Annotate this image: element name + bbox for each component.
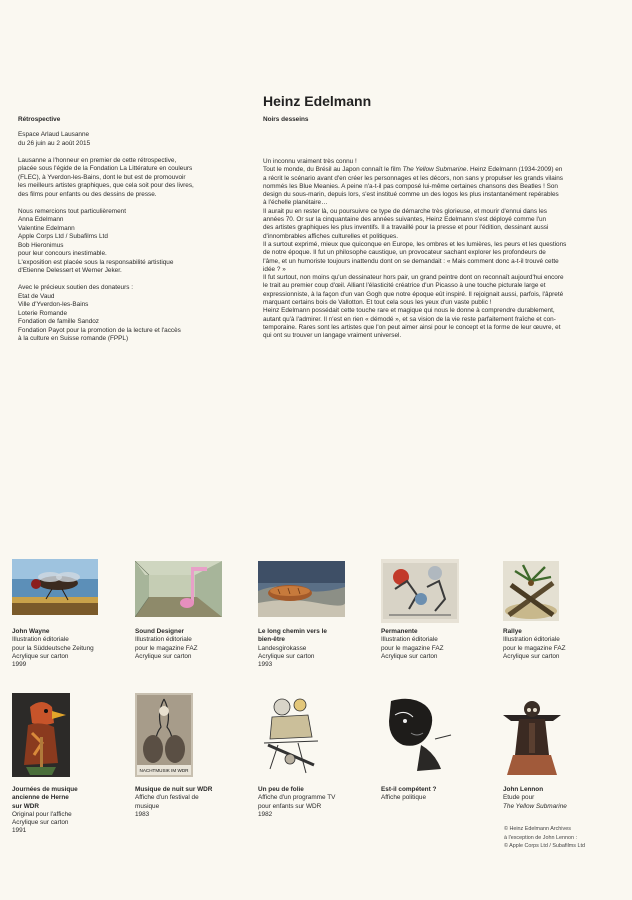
thanks-line: L'exposition est placée sous la responsabilité artistique	[18, 258, 174, 266]
main-text-line: années 70. Or sur la cinquantaine des années suivantes, Heinz Edelmann s'est déployé comme l'un	[263, 216, 547, 224]
artwork-title: Le long chemin vers le	[258, 628, 327, 635]
artwork-detail: Etude pour	[503, 794, 535, 802]
dates-line: du 26 juin au 2 août 2015	[18, 139, 91, 147]
artwork-detail: pour le magazine FAZ	[503, 644, 566, 652]
page-title: Heinz Edelmann	[263, 93, 372, 109]
credit-line: © Apple Corps Ltd / Subafilms Ltd	[504, 843, 585, 849]
main-text-line: Il fut surtout, non moins qu'un dessinateur hors pair, un grand peintre dont on reconnaît aujourd'hui encore	[263, 274, 564, 282]
thanks-line: Anna Edelmann	[18, 216, 64, 223]
main-text-line: qui ont su trouver un langage vraiment universel.	[263, 332, 402, 340]
poster-caption: NACHTMUSIK IM WDR	[139, 768, 189, 773]
artwork-title: sur WDR	[12, 802, 39, 810]
artwork-title: bien-être	[258, 636, 285, 644]
artwork-detail: Acrylique sur carton	[503, 652, 560, 660]
artwork-detail: Illustration éditoriale	[381, 636, 438, 644]
artwork-detail: Illustration éditoriale	[503, 636, 560, 644]
exhibition-subtitle: Noirs desseins	[263, 116, 309, 123]
thanks-line: Bob Hieronimus	[18, 241, 64, 249]
donors-line: Etat de Vaud	[18, 292, 55, 300]
palm-cross-illustration-icon	[503, 561, 559, 621]
credit-line: © Heinz Edelmann Archives	[504, 826, 571, 832]
donors-line: Fondation de famille Sandoz	[18, 318, 100, 325]
artwork-detail: Illustration éditoriale	[135, 636, 192, 644]
artwork-title: John Lennon	[503, 786, 544, 793]
artwork-title: Est-il compétent ?	[381, 786, 437, 793]
retrospective-heading: Rétrospective	[18, 116, 61, 123]
artwork-caption	[135, 628, 245, 661]
artwork-detail: 1991	[12, 827, 27, 835]
thanks-line: Apple Corps Ltd / Subafilms Ltd	[18, 233, 108, 240]
artwork-caption	[135, 786, 245, 819]
fly-illustration-icon	[12, 559, 98, 615]
film-title: The Yellow Submarine	[402, 166, 467, 174]
artwork-caption	[12, 628, 122, 669]
main-text-line: de notre époque. Il fut un philosophe caustique, un provocateur sachant explorer les profondeurs de	[263, 249, 546, 257]
thanks-paragraph	[18, 208, 240, 276]
intro-paragraph	[18, 157, 240, 200]
venue-block	[18, 131, 240, 148]
artwork-detail: Acrylique sur carton	[258, 652, 315, 660]
artwork-detail: Acrylique sur carton	[381, 652, 438, 660]
main-text-line: marquant certains bois de Vallotton. Et tout cela sous les yeux d'un vaste public !	[263, 299, 492, 307]
thanks-line: pour leur concours inestimable.	[18, 250, 107, 257]
artwork-caption	[258, 628, 368, 669]
caricature-head-illustration-icon	[381, 693, 453, 773]
artwork-detail: 1982	[258, 810, 273, 818]
main-text-line: Il aurait pu en rester là, ou poursuivre ce type de démarche très glorieuse, et mourir d'ennui dans les	[263, 207, 547, 215]
john-lennon-illustration-icon	[503, 693, 561, 777]
artwork-title: ancienne de Herne	[12, 794, 69, 802]
artwork-detail: pour le magazine FAZ	[381, 644, 444, 652]
artwork-caption	[503, 628, 613, 661]
intro-line: Lausanne a l'honneur en premier de cette rétrospective,	[18, 156, 177, 164]
artwork-detail: 1993	[258, 661, 273, 669]
artwork-title: Permanente	[381, 628, 418, 635]
intro-line: les meilleurs artistes graphiques, que cela soit pour des livres,	[18, 182, 194, 189]
artwork-title: John Wayne	[12, 628, 50, 635]
artwork-detail: Acrylique sur carton	[12, 819, 69, 827]
main-text	[263, 158, 628, 341]
donors-line: Fondation Payot pour la promotion de la lecture et l'accès	[18, 326, 181, 334]
main-text-line: a récrit le scénario avant d'en créer les personnages et les décors, non sans y propulser les grands vilains	[263, 174, 563, 182]
artwork-detail: 1999	[12, 661, 27, 669]
thanks-line: Valentine Edelmann	[18, 224, 75, 232]
main-text-line: des artistes graphiques les plus inventifs. Il a travaillé pour la presse et pour l'édition, dessinant aussi	[263, 224, 549, 232]
main-text-line: nommés les Blue Meanies. A peine n'a-t-il pas composé lui-même certaines chansons des Beatles ! Son	[263, 182, 558, 190]
artwork-detail: Affiche d'un programme TV	[258, 794, 336, 802]
artwork-title: Musique de nuit sur WDR	[135, 786, 213, 793]
folly-characters-illustration-icon	[258, 693, 324, 777]
artwork-detail: Landesgirokasse	[258, 644, 307, 652]
main-text-line: idée ? »	[263, 265, 286, 273]
donors-paragraph	[18, 284, 240, 344]
intro-line: placée sous l'égide de la Fondation La Littérature en couleurs	[18, 165, 193, 172]
artwork-detail: Original pour l'affiche	[12, 810, 72, 818]
artwork-title: Journées de musique	[12, 786, 78, 793]
artwork-detail: pour le magazine FAZ	[135, 644, 198, 652]
artwork-detail	[503, 803, 613, 811]
artwork-caption	[503, 786, 613, 811]
artwork-title: Un peu de folie	[258, 786, 304, 793]
intro-line: des films pour enfants ou des dessins de presse.	[18, 190, 157, 198]
film-title: The Yellow Submarine	[503, 802, 567, 810]
donors-line: Avec le précieux soutien des donateurs :	[18, 284, 133, 291]
artwork-caption	[258, 786, 368, 819]
main-text-line: Il a surtout exprimé, mieux que quiconque en Europe, les ombres et les lumières, les peurs et les questions	[263, 240, 567, 248]
main-text-line: le trait au premier coup d'œil. Alliant l'élasticité créatrice d'un Picasso à une touche picturale large et	[263, 282, 546, 290]
venue-line: Espace Arlaud Lausanne	[18, 131, 90, 138]
main-text-line: autant qu'à l'admirer. Il n'est en rien « démodé », et sa vision de la vie reste parfaitement fraîche et con-	[263, 315, 556, 323]
artwork-detail: Affiche politique	[381, 794, 427, 802]
artwork-detail: Illustration éditoriale	[12, 636, 69, 644]
donors-line: Ville d'Yverdon-les-Bains	[18, 301, 89, 308]
main-text-line: expressionniste, à la façon d'un van Gogh que notre époque eût inspiré. Il rejoignait aussi, parfois, l'âpreté	[263, 290, 564, 298]
night-music-poster-icon	[135, 693, 193, 777]
donors-line: Loterie Romande	[18, 309, 68, 317]
bread-landscape-illustration-icon	[258, 561, 345, 617]
main-text-line: à l'échelle planétaire…	[263, 199, 328, 207]
artwork-title: Rallye	[503, 628, 522, 635]
main-text-line: design du sous-marin, depuis lors, s'est institué comme un des logos les plus instantanément repérables	[263, 191, 559, 199]
image-credits	[504, 825, 585, 851]
credit-line: à l'exception de John Lennon :	[504, 834, 577, 841]
music-note-illustration-icon	[135, 561, 222, 617]
main-text-line: Heinz Edelmann possédait cette touche rare et magique qui nous le donne à comprendre durablement,	[263, 307, 555, 315]
intro-line: (FLEC), à Yverdon-les-Bains, dont le but est de promouvoir	[18, 173, 186, 181]
bird-musician-illustration-icon	[12, 693, 70, 777]
main-text-line: l'âme, et un humoriste toujours inattendu dont on se demandait : « Mais comment donc a-t-il trouvé cette	[263, 257, 559, 265]
main-text-line: Un inconnu vraiment très connu !	[263, 158, 357, 165]
donors-line: à la culture en Suisse romande (FPPL)	[18, 335, 129, 342]
artwork-detail: pour enfants sur WDR	[258, 802, 322, 810]
dancing-figures-illustration-icon	[381, 559, 459, 623]
artwork-detail: Acrylique sur carton	[12, 652, 69, 660]
left-column	[18, 131, 240, 352]
artwork-detail: Affiche d'un festival de	[135, 794, 199, 802]
artwork-caption	[381, 628, 491, 661]
main-text-line: d'innombrables affiches culturelles et politiques.	[263, 232, 399, 240]
thanks-line: d'Etienne Delessert et Werner Jeker.	[18, 267, 122, 274]
artwork-detail: Acrylique sur carton	[135, 652, 192, 660]
artwork-detail: pour la Süddeutsche Zeitung	[12, 644, 94, 652]
thanks-line: Nous remercions tout particulièrement	[18, 207, 126, 215]
main-text-line: Tout le monde, du Brésil au Japon connaît le film The Yellow Submarine. Heinz Edelmann (1934-2009) en	[263, 166, 563, 174]
artwork-detail: 1983	[135, 810, 150, 818]
artwork-caption	[12, 786, 122, 836]
artwork-title: Sound Designer	[135, 628, 185, 635]
main-text-line: temporaine. Rares sont les artistes que l'on peut aimer ainsi pour le concept et la forme de leur œuvre, et	[263, 323, 561, 331]
artwork-caption	[381, 786, 491, 803]
artwork-detail: musique	[135, 802, 160, 810]
